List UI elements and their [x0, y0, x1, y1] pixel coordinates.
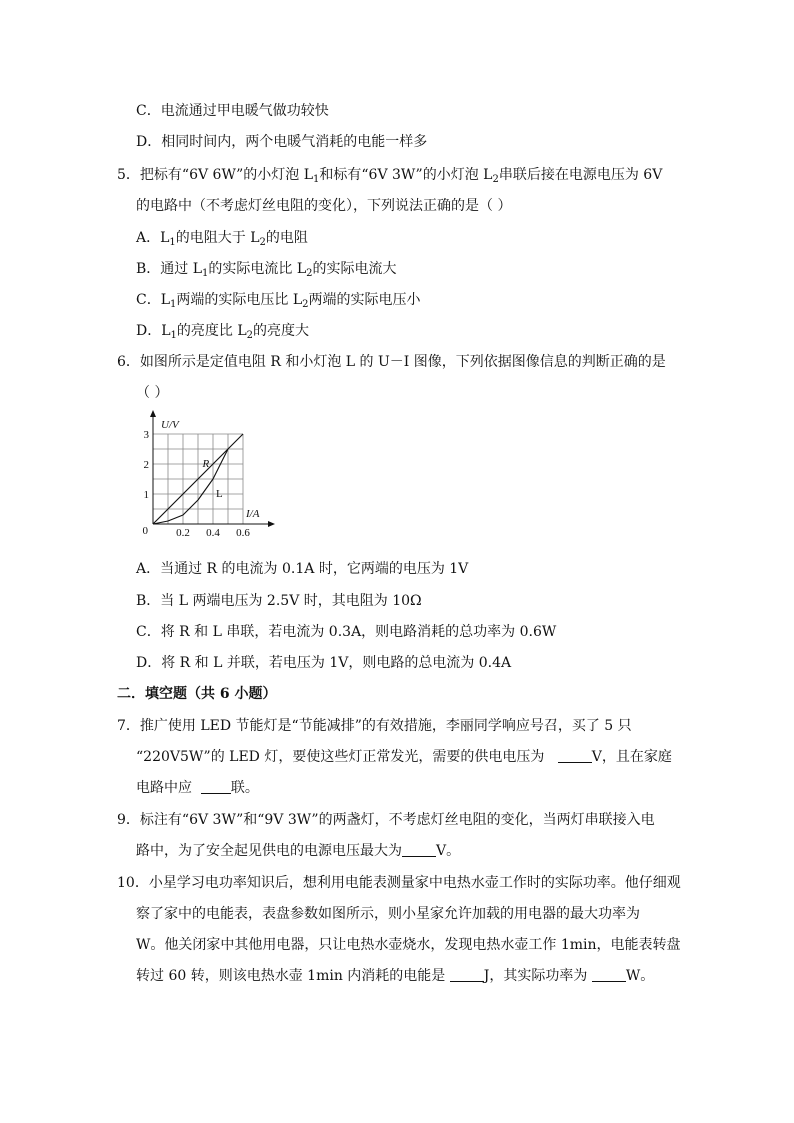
- q5-stem-line2: 的电路中（不考虑灯丝电阻的变化），下列说法正确的是（ ）: [136, 198, 512, 214]
- q5-option-d: D．$L_1$的亮度比 $L_2$的亮度大: [136, 323, 310, 341]
- x-axis-label: I/A: [246, 508, 260, 520]
- q6-option-a: A．当通过 R 的电流为 0.1A 时，它两端的电压为 1V: [136, 561, 469, 577]
- x-tick-label: 0.4: [206, 527, 220, 539]
- q10-stem-line4: 转过 60 转，则该电热水壶 1min 内消耗的电能是 J，其实际功率为 W。: [136, 968, 655, 984]
- x-axis-arrow: [268, 521, 275, 527]
- answer-blank[interactable]: [450, 967, 484, 982]
- series-label-R: R: [202, 458, 210, 470]
- y-axis-label: U/V: [161, 419, 179, 431]
- q5-option-a: A．$L_1$的电阻大于 $L_2$的电阻: [136, 230, 308, 248]
- q7-stem-line1: 7．推广使用 LED 节能灯是“节能减排”的有效措施，李丽同学响应号召，买了 5 只: [117, 718, 632, 734]
- y-tick-label: 3: [143, 429, 149, 441]
- q4-option-c: C．电流通过甲电暖气做功较快: [136, 103, 329, 119]
- section-title: 二．填空题（共 6 小题）: [117, 686, 277, 702]
- q9-stem-line1: 9．标注有“6V 3W”和“9V 3W”的两盏灯，不考虑灯丝电阻的变化，当两灯串联接入电: [117, 812, 655, 828]
- y-tick-label: 2: [143, 459, 149, 471]
- q10-stem-line3: W。他关闭家中其他用电器，只让电热水壶烧水，发现电热水壶工作 1min，电能表转盘: [136, 937, 681, 953]
- answer-blank[interactable]: [402, 842, 436, 857]
- q7-stem-line2: “220V5W”的 LED 灯，要使这些灯正常发光，需要的供电电压为 V，且在家庭: [136, 749, 672, 765]
- answer-blank[interactable]: [558, 748, 592, 763]
- answer-blank[interactable]: [592, 967, 626, 982]
- q10-stem-line2: 察了家中的电能表，表盘参数如图所示，则小星家允许加载的用电器的最大功率为: [136, 906, 640, 922]
- q6-option-d: D．将 R 和 L 并联，若电压为 1V，则电路的总电流为 0.4A: [136, 655, 512, 671]
- q5-option-b: B．通过 $L_1$的实际电流比 $L_2$的实际电流大: [136, 261, 397, 279]
- q9-stem-line2: 路中，为了安全起见供电的电源电压最大为 V。: [136, 843, 461, 859]
- y-axis-arrow: [150, 410, 156, 417]
- q6-stem-line2: （ ）: [136, 385, 169, 401]
- q10-stem-line1: 10．小星学习电功率知识后，想利用电能表测量家中电热水壶工作时的实际功率。他仔细观: [117, 875, 681, 891]
- q6-stem-line1: 6．如图所示是定值电阻 R 和小灯泡 L 的 U－I 图像，下列依据图像信息的判断正确的是: [117, 354, 666, 370]
- q6-option-c: C．将 R 和 L 串联，若电流为 0.3A，则电路消耗的总功率为 0.6W: [136, 624, 557, 640]
- answer-blank[interactable]: [201, 779, 231, 794]
- series-label-L: L: [216, 488, 223, 500]
- q5-option-c: C．$L_1$两端的实际电压比 $L_2$两端的实际电压小: [136, 292, 421, 310]
- q7-stem-line3: 电路中应 联。: [136, 780, 259, 796]
- origin-label: 0: [142, 525, 148, 537]
- q4-option-d: D．相同时间内，两个电暖气消耗的电能一样多: [136, 134, 428, 150]
- y-tick-label: 1: [143, 489, 149, 501]
- q6-option-b: B．当 L 两端电压为 2.5V 时，其电阻为 10Ω: [136, 593, 422, 609]
- ui-graph: [140, 410, 280, 545]
- x-tick-label: 0.2: [176, 527, 190, 539]
- q5-stem-line1: 5．把标有“6V 6W”的小灯泡 $L_1$和标有“6V 3W”的小灯泡 $L_2$串联后接在电源电压为 6V: [117, 167, 663, 185]
- x-tick-label: 0.6: [236, 527, 250, 539]
